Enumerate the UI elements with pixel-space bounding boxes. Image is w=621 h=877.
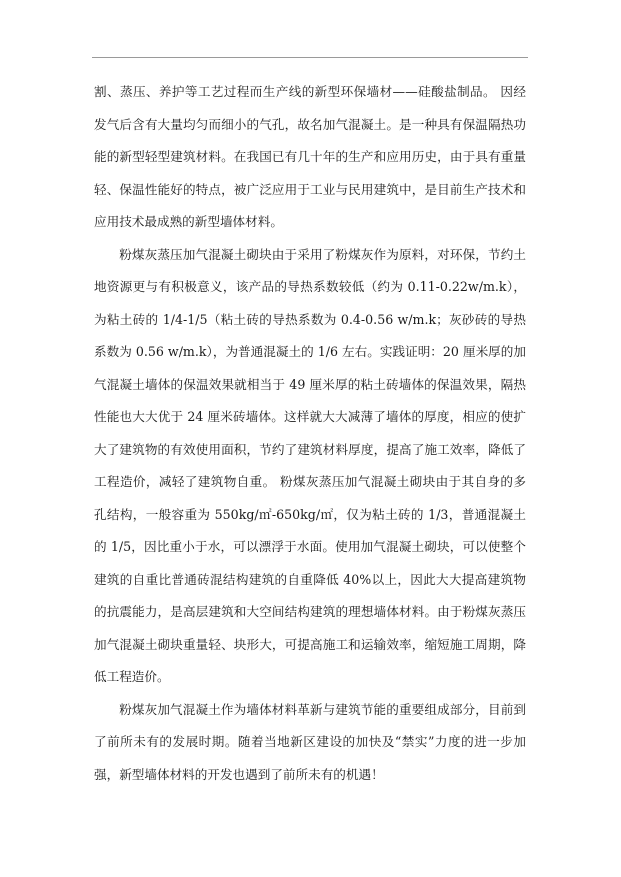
paragraph-2: 粉煤灰蒸压加气混凝土砌块由于采用了粉煤灰作为原料，对环保，节约土地资源更与有积极意义，该产品的导热系数较低（约为 0.11-0.22w/m.k），为粘土砖的 1/4-1/5（粘土砖的导热系数为 0.4-0.56 w/m.k；灰砂砖的导热系数为 0.56 w/m.k），为普通混凝土的 1/6 左右。实践证明：20 厘米厚的加气混凝土墙体的保温效果就相当于 49 厘米厚的粘土砖墙体的保温效果，隔热性能也大大优于 24 厘米砖墙体。这样就大大减薄了墙体的厚度，相应的使扩大了建筑物的有效使用面积，节约了建筑材料厚度，提高了施工效率，降低了工程造价，减轻了建筑物自重。 粉煤灰蒸压加气混凝土砌块由于其自身的多孔结构，一般容重为 550kg/㎡-650kg/㎡，仅为粘土砖的 1/3，普通混凝土的 1/5，因比重小于水，可以漂浮于水面。使用加气混凝土砌块，可以使整个建筑的自重比普通砖混结构建筑的自重降低 40%以上，因此大大提高建筑物的抗震能力，是高层建筑和大空间结构建筑的理想墙体材料。由于粉煤灰蒸压加气混凝土砌块重量轻、块形大，可提高施工和运输效率，缩短施工周期，降低工程造价。 bbox=[94, 246, 526, 684]
header-rule bbox=[92, 57, 528, 58]
paragraph-1: 割、蒸压、养护等工艺过程而生产线的新型环保墙材——硅酸盐制品。 因经发气后含有大量均匀而细小的气孔，故名加气混凝土。是一种具有保温隔热功能的新型轻型建筑材料。在我国已有几十年的生产和应用历史，由于具有重量轻、保温性能好的特点，被广泛应用于工业与民用建筑中，是目前生产技术和应用技术最成熟的新型墙体材料。 bbox=[94, 84, 526, 229]
document-body bbox=[94, 76, 526, 791]
paragraph-3: 粉煤灰加气混凝土作为墙体材料革新与建筑节能的重要组成部分，目前到了前所未有的发展时期。随着当地新区建设的加快及“禁实”力度的进一步加强，新型墙体材料的开发也遇到了前所未有的机遇！ bbox=[94, 701, 526, 782]
